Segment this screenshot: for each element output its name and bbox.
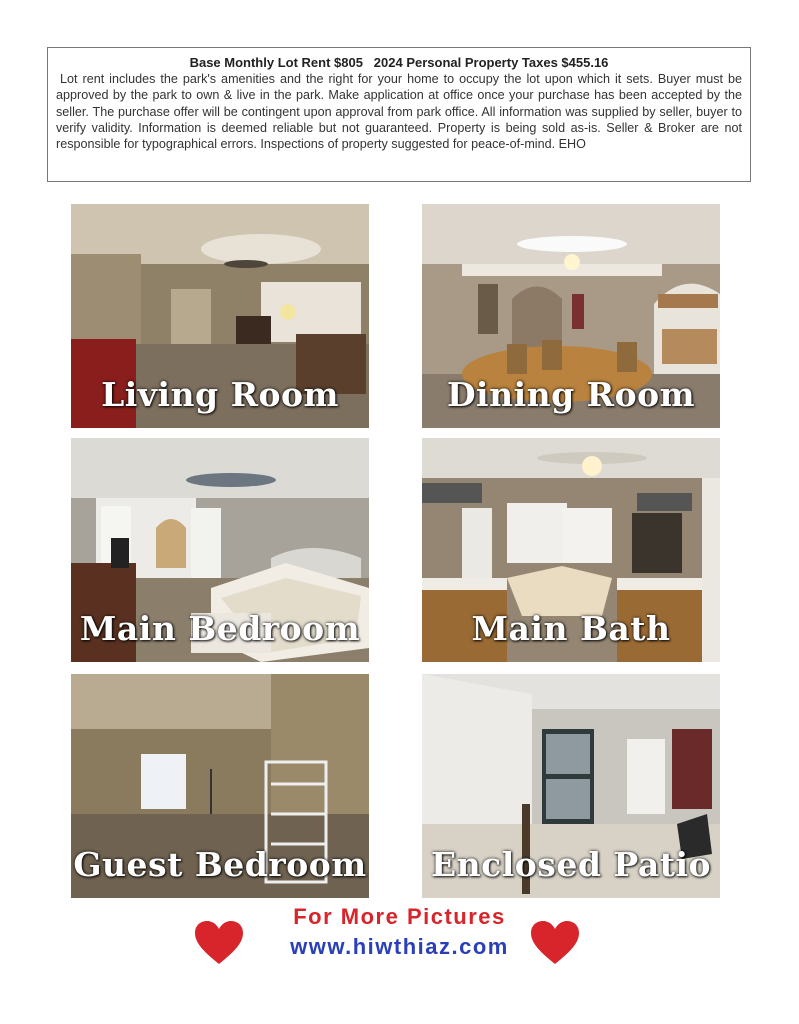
photo-main-bedroom[interactable]: [71, 438, 369, 662]
more-pictures-heading: For More Pictures: [293, 904, 506, 929]
photo-caption: Guest Bedroom: [73, 845, 367, 884]
website-link[interactable]: www.hiwthiaz.com: [290, 934, 509, 959]
photo-caption: Main Bath: [471, 609, 671, 648]
lot-rent-heading: Base Monthly Lot Rent $805 2024 Personal Property Taxes $455.16: [189, 55, 609, 70]
photo-caption: Main Bedroom: [79, 609, 361, 648]
photo-main-bath[interactable]: [422, 438, 720, 662]
photo-dining-room[interactable]: [422, 204, 720, 428]
photo-guest-bedroom[interactable]: [71, 674, 369, 898]
photo-enclosed-patio[interactable]: [422, 674, 720, 898]
photo-caption: Living Room: [101, 375, 339, 414]
info-notice-box: [47, 47, 751, 182]
photo-living-room[interactable]: [71, 204, 369, 428]
heart-icon: [530, 920, 580, 966]
notice-body-text: Lot rent includes the park's amenities and the right for your home to occupy the lot upon which it sets. Buyer must be approved by the park to own & live in the park. Make application at office once your purchase has been accepted by the seller. The purchase offer will be contingent upon approval from park office. All information was supplied by seller, buyer to verify validity. Information is deemed reliable but not guaranteed. Property is being sold as-is. Seller & Broker are not responsible for typographical errors. Inspections of property suggested for peace-of-mind. EHO: [56, 72, 742, 152]
photo-caption: Enclosed Patio: [430, 845, 712, 884]
photo-caption: Dining Room: [446, 375, 696, 414]
